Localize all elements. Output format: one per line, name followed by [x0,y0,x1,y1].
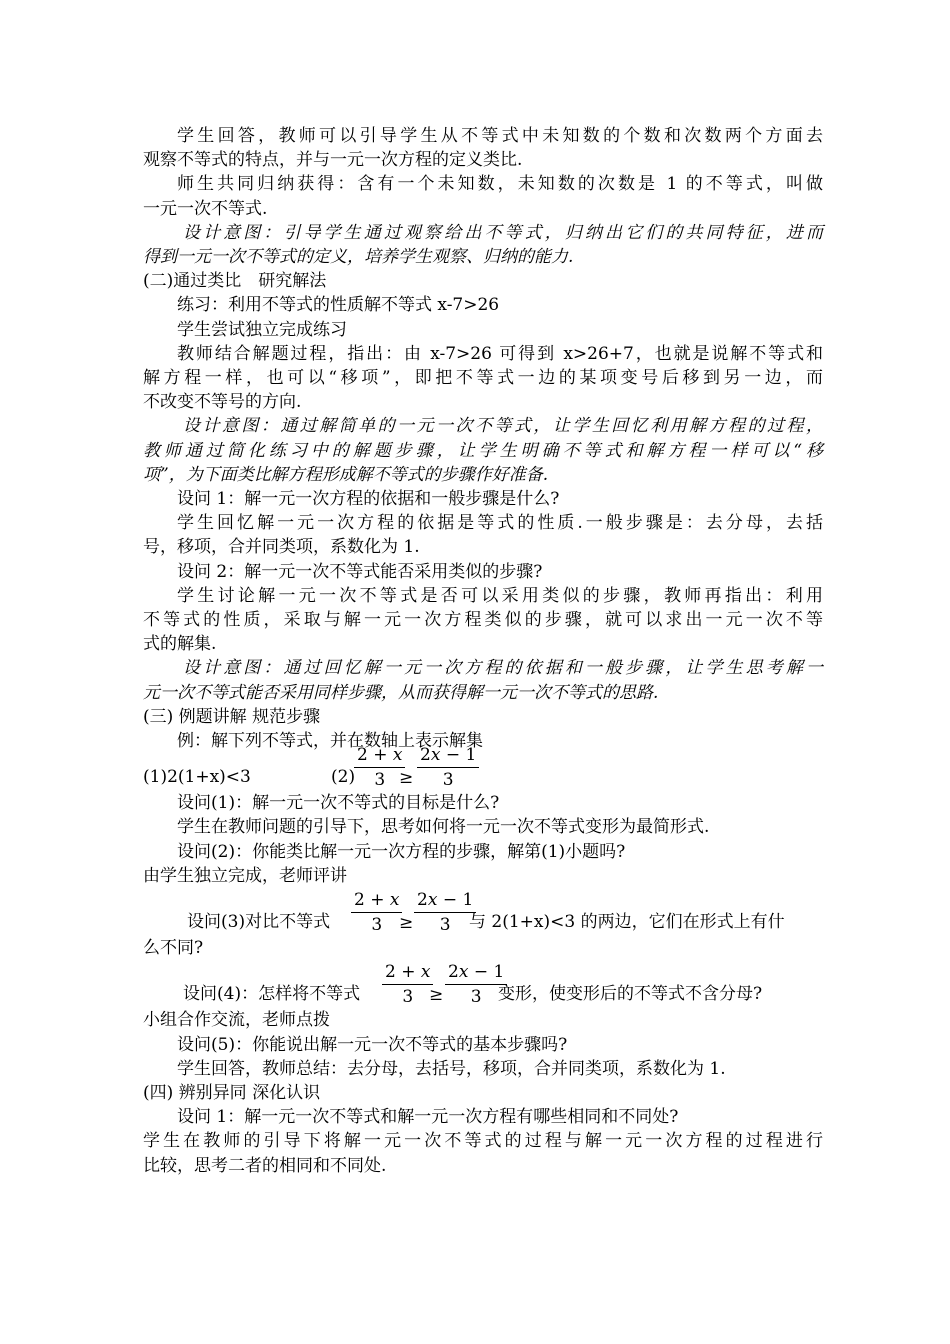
question-3-line [143,888,823,936]
section-heading: (四) 辨别异同 深化认识 [143,1082,321,1103]
fraction-left: $\frac{2 + x}{3}$ [382,960,433,1007]
paragraph: 由学生独立完成，老师评讲 [143,865,347,886]
question-3-suffix: 与 2(1+x)<3 的两边，它们在形式上有什 [469,912,785,933]
paragraph: 练习：利用不等式的性质解不等式 x-7>26 [177,295,500,316]
question: 设问 1：解一元一次方程的依据和一般步骤是什么? [177,489,560,510]
design-intent: 项”，为下面类比解方程形成解不等式的步骤作好准备. [143,464,549,485]
question: 设问 2：解一元一次不等式能否采用类似的步骤? [177,561,543,582]
fraction-right: $\frac{2x - 1}{3}$ [414,888,476,935]
paragraph: 学生在教师问题的引导下，思考如何将一元一次不等式变形为最简形式. [177,817,710,838]
design-intent: 得到一元一次不等式的定义，培养学生观察、归纳的能力. [143,247,574,268]
geq-symbol: ≥ [399,768,414,789]
paragraph: 号，移项，合并同类项，系数化为 1. [143,537,420,558]
question: 设问 1：解一元一次不等式和解一元一次方程有哪些相同和不同处? [177,1107,679,1128]
paragraph: 学生回忆解一元一次方程的依据是等式的性质.一般步骤是：去分母，去括 [177,513,823,534]
paragraph: 学生讨论解一元一次不等式是否可以采用类似的步骤，教师再指出：利用 [177,585,823,606]
fraction-right: $\frac{2x - 1}{3}$ [417,743,479,790]
paragraph: 解方程一样，也可以“移项”，即把不等式一边的某项变号后移到另一边，而 [143,368,823,389]
design-intent: 设计意图：通过回忆解一元一次方程的依据和一般步骤，让学生思考解一 [183,658,823,679]
question-4-suffix: 变形，使变形后的不等式不含分母? [498,984,763,1005]
paragraph: 式的解集. [143,634,217,655]
question: 设问(2)：你能类比解一元一次方程的步骤，解第(1)小题吗? [177,841,626,862]
paragraph: 学生回答，教师可以引导学生从不等式中未知数的个数和次数两个方面去 [177,126,823,146]
design-intent: 元一次不等式能否采用同样步骤，从而获得解一元一次不等式的思路. [143,682,659,703]
paragraph: 例：解下列不等式，并在数轴上表示解集 [177,731,483,752]
example-1: (1)2(1+x)<3 [143,767,251,788]
design-intent: 教师通过简化练习中的解题步骤，让学生明确不等式和解方程一样可以“移 [143,440,823,461]
section-heading: (三) 例题讲解 规范步骤 [143,706,321,727]
paragraph: 不改变不等号的方向. [143,392,302,413]
question-4-prefix: 设问(4)：怎样将不等式 [183,984,361,1005]
paragraph: 教师结合解题过程，指出：由 x-7>26 可得到 x>26+7，也就是说解不等式和 [177,343,823,364]
paragraph: 学生回答，教师总结：去分母，去括号，移项，合并同类项，系数化为 1. [177,1058,726,1079]
geq-symbol: ≥ [399,913,414,934]
design-intent: 设计意图：引导学生通过观察给出不等式，归纳出它们的共同特征，进而 [183,222,823,243]
paragraph: 不等式的性质，采取与解一元一次方程类似的步骤，就可以求出一元一次不等 [143,610,823,631]
question: 设问(5)：你能说出解一元一次不等式的基本步骤吗? [177,1034,568,1055]
paragraph: 学生尝试独立完成练习 [177,319,347,340]
document-page [143,124,823,1178]
question: 设问(1)：解一元一次不等式的目标是什么? [177,793,500,814]
paragraph: 么不同? [143,938,204,959]
question-3-prefix: 设问(3)对比不等式 [187,912,331,933]
paragraph: 观察不等式的特点，并与一元一次方程的定义类比. [143,150,523,171]
example-equation-line [143,743,823,791]
fraction-left: $\frac{2 + x}{3}$ [354,743,405,790]
fraction-right: $\frac{2x - 1}{3}$ [445,960,507,1007]
paragraph: 学生在教师的引导下将解一元一次不等式的过程与解一元一次方程的过程进行 [143,1131,823,1152]
paragraph: 比较，思考二者的相同和不同处. [143,1155,387,1176]
paragraph: 小组合作交流，老师点拨 [143,1010,330,1031]
design-intent: 设计意图：通过解简单的一元一次不等式，让学生回忆利用解方程的过程， [183,416,823,437]
question-4-line [143,960,823,1008]
paragraph: 一元一次不等式. [143,198,268,219]
paragraph: 师生共同归纳获得：含有一个未知数，未知数的次数是 1 的不等式，叫做 [177,174,823,195]
example-2-label: (2) [331,767,356,788]
fraction-left: $\frac{2 + x}{3}$ [351,888,402,935]
section-heading: (二)通过类比 研究解法 [143,271,327,292]
geq-symbol: ≥ [429,985,444,1006]
